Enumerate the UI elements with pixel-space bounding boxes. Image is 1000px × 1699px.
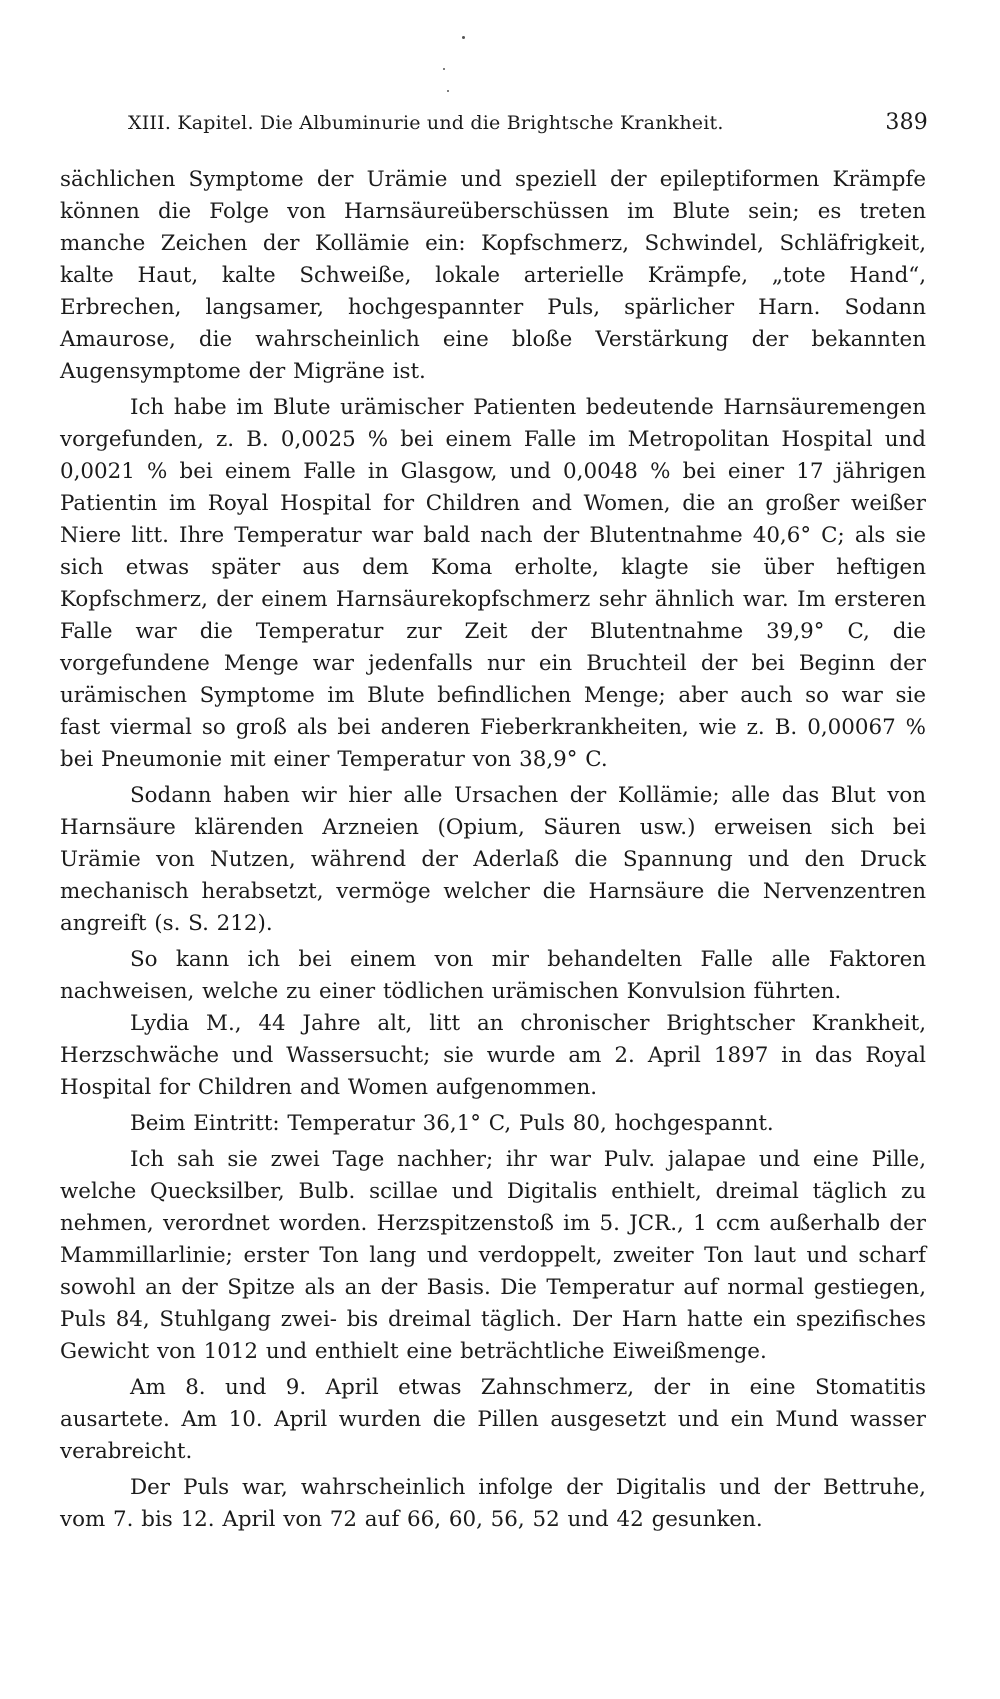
- paragraph: Am 8. und 9. April etwas Zahnschmerz, der in eine Stomatitis ausartete. Am 10. April wurden die Pillen ausgesetzt und ein Mund wasser verabreicht.: [60, 1375, 926, 1464]
- paragraph: Sodann haben wir hier alle Ursachen der Kollämie; alle das Blut von Harnsäure klärenden Arzneien (Opium, Säuren usw.) erweisen sich bei Urämie von Nutzen, während der Aderlaß die Spannung und den Druck mechanisch herabsetzt, vermöge welcher die Harnsäure die Nervenzentren angreift (s. S. 212).: [60, 783, 926, 936]
- paragraph: Lydia M., 44 Jahre alt, litt an chronischer Brightscher Krankheit, Herzschwäche und Wassersucht; sie wurde am 2. April 1897 in das Royal Hospital for Children and Women aufgenommen.: [60, 1011, 926, 1100]
- running-title: XIII. Kapitel. Die Albuminurie und die Brightsche Krankheit.: [128, 112, 724, 134]
- paragraph: Ich habe im Blute urämischer Patienten bedeutende Harnsäuremengen vorgefunden, z. B. 0,0025 % bei einem Falle im Metropolitan Hospital und 0,0021 % bei einem Falle in Glasgow, und 0,0048 % bei einer 17 jährigen Patientin im Royal Hospital for Children and Women, die an großer weißer Niere litt. Ihre Temperatur war bald nach der Blutentnahme 40,6° C; als sie sich etwas später aus dem Koma erholte, klagte sie über heftigen Kopfschmerz, der einem Harnsäurekopfschmerz sehr ähnlich war. Im ersteren Falle war die Temperatur zur Zeit der Blutentnahme 39,9° C, die vorgefundene Menge war jedenfalls nur ein Bruchteil der bei Beginn der urämischen Symptome im Blute befindlichen Menge; aber auch so war sie fast viermal so groß als bei anderen Fieberkrankheiten, wie z. B. 0,00067 % bei Pneumonie mit einer Temperatur von 38,9° C.: [60, 395, 926, 772]
- page-number: 389: [885, 110, 928, 135]
- scan-speck: [462, 36, 465, 39]
- scan-speck: [447, 90, 449, 92]
- running-header: [128, 112, 928, 142]
- paragraph: Der Puls war, wahrscheinlich infolge der Digitalis und der Bettruhe, vom 7. bis 12. April von 72 auf 66, 60, 56, 52 und 42 gesunken.: [60, 1475, 926, 1532]
- paragraph: Ich sah sie zwei Tage nachher; ihr war Pulv. jalapae und eine Pille, welche Quecksilber, Bulb. scillae und Digitalis enthielt, dreimal täglich zu nehmen, verordnet worden. Herzspitzenstoß im 5. JCR., 1 ccm außerhalb der Mammillarlinie; erster Ton lang und verdoppelt, zweiter Ton laut und scharf sowohl an der Spitze als an der Basis. Die Temperatur auf normal gestiegen, Puls 84, Stuhlgang zwei- bis dreimal täglich. Der Harn hatte ein spezifisches Gewicht von 1012 und enthielt eine beträchtliche Eiweißmenge.: [60, 1147, 926, 1364]
- paragraph-continuation: sächlichen Symptome der Urämie und speziell der epileptiformen Krämpfe können die Folge von Harnsäureüberschüssen im Blute sein; es treten manche Zeichen der Kollämie ein: Kopfschmerz, Schwindel, Schläfrigkeit, kalte Haut, kalte Schweiße, lokale arterielle Krämpfe, „tote Hand“, Erbrechen, langsamer, hochgespannter Puls, spärlicher Harn. Sodann Amaurose, die wahrscheinlich eine bloße Verstärkung der bekannten Augensymptome der Migräne ist.: [60, 167, 926, 384]
- paragraph: Beim Eintritt: Temperatur 36,1° C, Puls 80, hochgespannt.: [130, 1111, 774, 1136]
- body-text: [60, 164, 926, 1536]
- paragraph: So kann ich bei einem von mir behandelten Falle alle Faktoren nachweisen, welche zu einer tödlichen urämischen Konvulsion führten.: [60, 947, 926, 1004]
- scan-speck: [443, 68, 445, 70]
